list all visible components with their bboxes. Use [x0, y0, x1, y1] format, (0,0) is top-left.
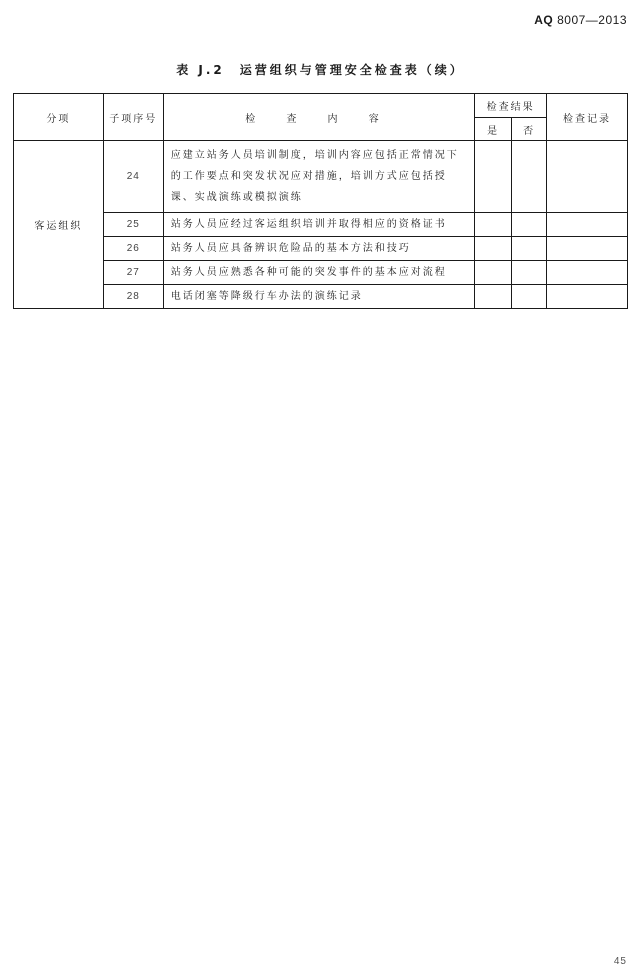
header-content: 检 查 内 容 [163, 94, 474, 141]
result-yes-cell [475, 213, 512, 237]
table-title: 表 J.2 运营组织与管理安全检查表（续） [176, 63, 465, 77]
header-category: 分项 [14, 94, 104, 141]
record-cell [547, 261, 628, 285]
header-result: 检查结果 [475, 94, 547, 118]
item-number: 24 [103, 141, 163, 213]
result-yes-cell [475, 141, 512, 213]
record-cell [547, 237, 628, 261]
record-cell [547, 285, 628, 309]
record-cell [547, 141, 628, 213]
table-row [14, 141, 628, 213]
header-record: 检查记录 [547, 94, 628, 141]
result-no-cell [512, 285, 547, 309]
record-cell [547, 213, 628, 237]
header-item-no: 子项序号 [103, 94, 163, 141]
table-row [14, 285, 628, 309]
item-number: 27 [103, 261, 163, 285]
result-yes-cell [475, 261, 512, 285]
result-yes-cell [475, 285, 512, 309]
table-row [14, 213, 628, 237]
standard-code [534, 13, 627, 27]
header-row-1 [14, 94, 628, 118]
category-cell: 客运组织 [14, 141, 104, 309]
result-yes-cell [475, 237, 512, 261]
standard-number: 8007—2013 [557, 13, 627, 27]
item-number: 25 [103, 213, 163, 237]
item-number: 26 [103, 237, 163, 261]
header-yes: 是 [475, 118, 512, 141]
result-no-cell [512, 237, 547, 261]
item-number: 28 [103, 285, 163, 309]
item-content: 电话闭塞等降级行车办法的演练记录 [163, 285, 474, 309]
header-no: 否 [512, 118, 547, 141]
result-no-cell [512, 141, 547, 213]
table-row [14, 237, 628, 261]
item-content: 应建立站务人员培训制度，培训内容应包括正常情况下的工作要点和突发状况应对措施，培训方式应包括授课、实战演练或模拟演练 [163, 141, 474, 213]
result-no-cell [512, 261, 547, 285]
safety-check-table [13, 93, 628, 309]
standard-prefix: AQ [534, 13, 554, 27]
item-content: 站务人员应具备辨识危险品的基本方法和技巧 [163, 237, 474, 261]
item-content: 站务人员应熟悉各种可能的突发事件的基本应对流程 [163, 261, 474, 285]
page-number: 45 [613, 956, 627, 967]
table-row [14, 261, 628, 285]
item-content: 站务人员应经过客运组织培训并取得相应的资格证书 [163, 213, 474, 237]
result-no-cell [512, 213, 547, 237]
